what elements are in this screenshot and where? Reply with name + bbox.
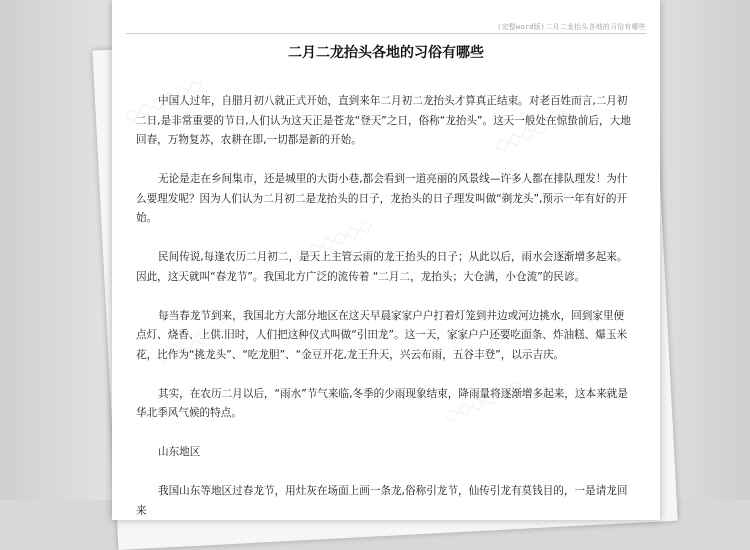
watermark: ◇◇◇◇◇◇ (291, 214, 376, 267)
header-note: (完整word版)二月二龙抬头各地的习俗有哪些 (497, 23, 646, 31)
document-page (112, 0, 660, 520)
paragraph-6: 我国山东等地区过春龙节，用灶灰在场面上画一条龙,俗称引龙节，仙传引龙有莫钱目的，一是请龙回来 (136, 485, 628, 517)
document-body (136, 92, 634, 541)
paragraph-4: 每当春龙节到来，我国北方大部分地区在这天早晨家家户户打着灯笼到井边或河边挑水，回到家里便点灯、烧香、上供.旧时，人们把这种仪式叫做“引田龙”。这一天，家家户户还要吃面条、炸油糕、爆玉米花，比作为“挑龙头”、“吃龙胆”、“金豆开花,龙王升天，兴云布雨，五谷丰登”，以示吉庆。 (136, 309, 628, 361)
header-divider (126, 33, 646, 34)
paragraph-2: 无论是走在乡间集市，还是城里的大街小巷,都会看到一道亮丽的风景线—许多人都在排队理发！为什么要理发呢？因为人们认为二月初二是龙抬头的日子，龙抬头的日子理发叫做“剃龙头”,预示一年有好的开始。 (136, 173, 628, 224)
watermark: ◇◇◇◇◇◇ (151, 314, 236, 367)
paragraph-3: 民间传说,每逢农历二月初二，是天上主管云雨的龙王抬头的日子；从此以后，雨水会逐渐增多起来。因此，这天就叫“春龙节”。我国北方广泛的流传着 “二月二，龙抬头；大仓满，小仓流”的民谚。 (136, 251, 628, 283)
watermark: ◇◇◇◇◇◇ (491, 104, 576, 157)
document-title: 二月二龙抬头各地的习俗有哪些 (288, 45, 484, 61)
watermark: ◇◇◇◇◇◇ (121, 74, 206, 127)
paragraph-1: 中国人过年，自腊月初八就正式开始，直到来年二月初二龙抬头才算真正结束。对老百姓而言,二月初二日,是非常重要的节日,人们认为这天正是苍龙“登天”之日，俗称“龙抬头”。这天一般处在惊蛰前后，大地回春，万物复苏，农耕在即,一切都是新的开始。 (136, 95, 631, 146)
section-heading: 山东地区 (158, 446, 201, 458)
watermark: ◇◇◇◇◇◇ (441, 374, 526, 427)
paragraph-5: 其实，在农历二月以后，“雨水”节气来临,冬季的少雨现象结束，降雨量将逐渐增多起来，这本来就是华北季风气候的特点。 (136, 387, 628, 419)
